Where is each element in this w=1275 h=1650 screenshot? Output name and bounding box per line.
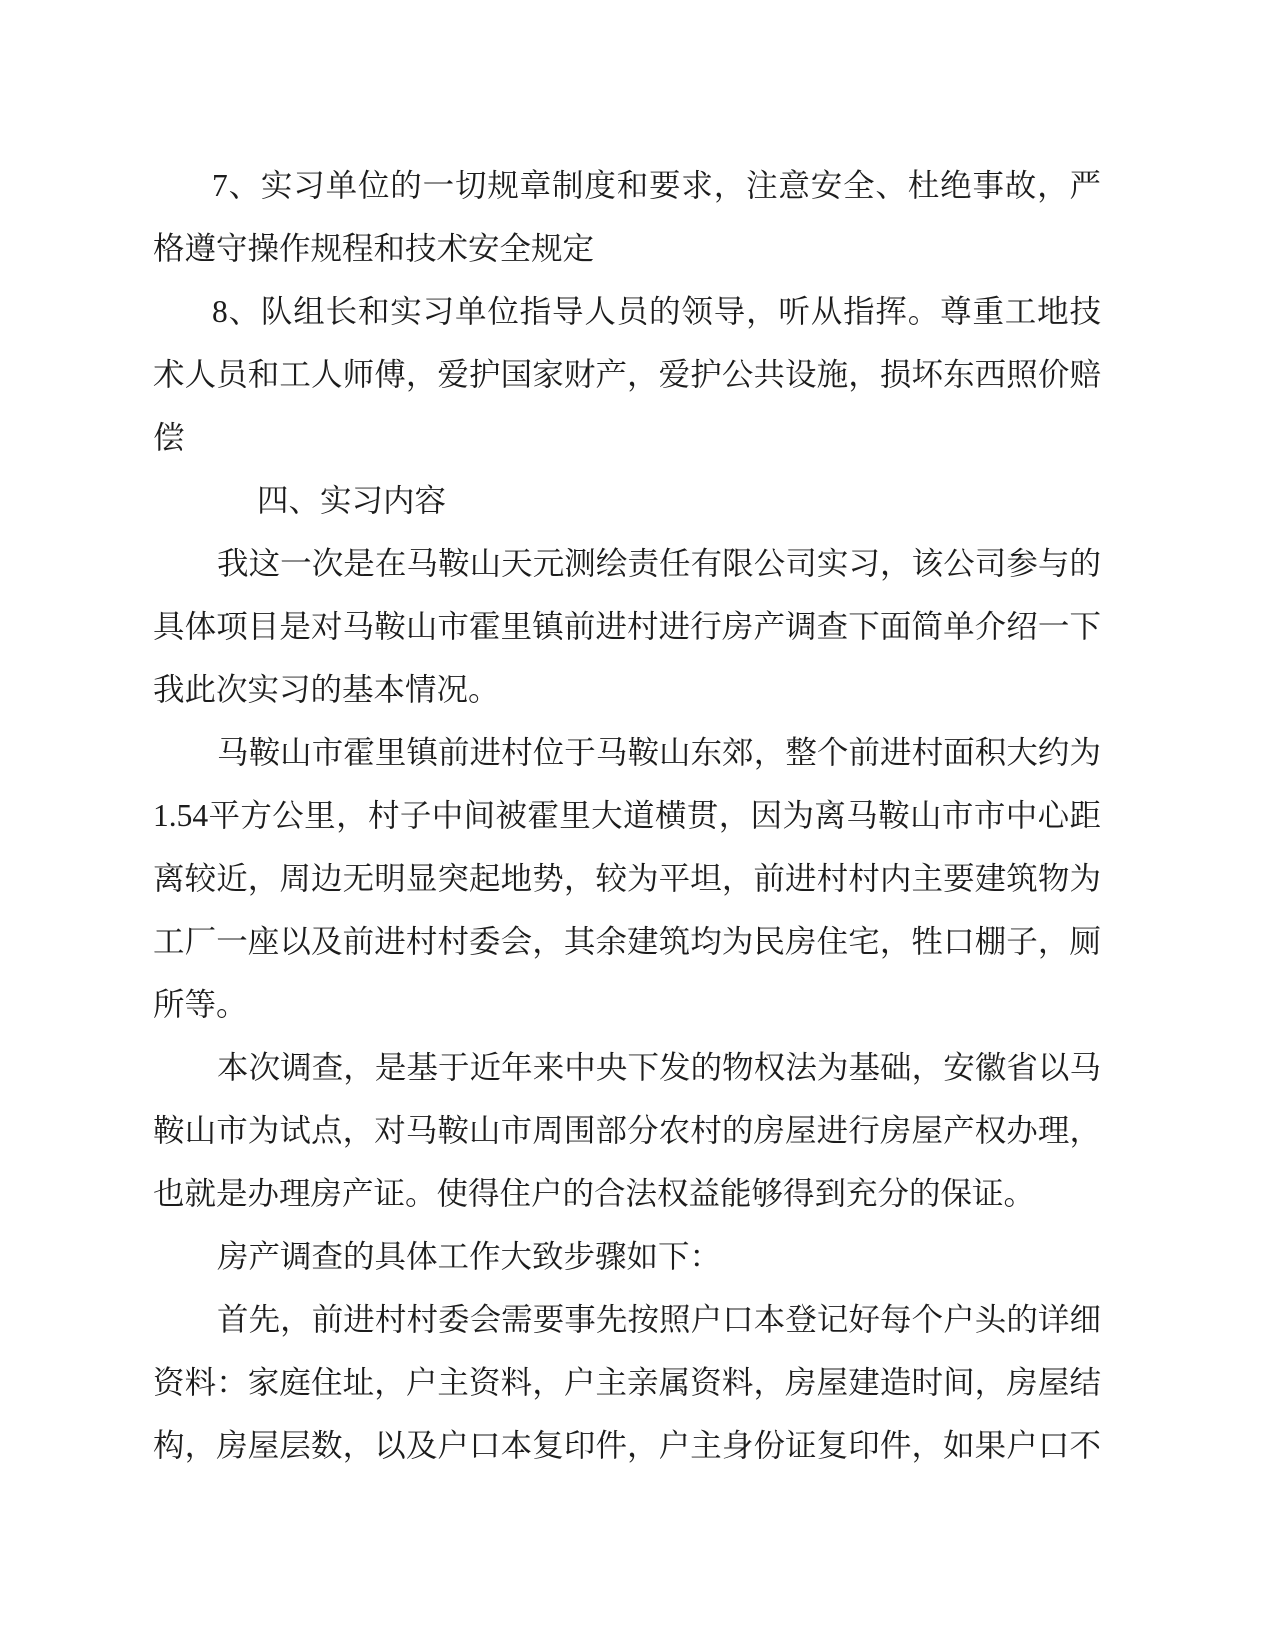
text-line: 偿 (153, 420, 185, 455)
text-line: 术人员和工人师傅，爱护国家财产，爱护公共设施，损坏东西照价赔 (153, 357, 1101, 392)
text-line: 资料：家庭住址，户主资料，户主亲属资料，房屋建造时间，房屋结 (153, 1365, 1101, 1400)
text-line: 马鞍山市霍里镇前进村位于马鞍山东郊，整个前进村面积大约为 (217, 735, 1101, 770)
paragraph (153, 721, 1101, 1036)
section-heading (153, 469, 1101, 532)
text-line: 具体项目是对马鞍山市霍里镇前进村进行房产调查下面简单介绍一下 (153, 609, 1101, 644)
paragraph (153, 1288, 1101, 1477)
text-line: 构，房屋层数，以及户口本复印件，户主身份证复印件，如果户口不 (153, 1428, 1101, 1463)
document-body (153, 154, 1101, 1477)
paragraph (153, 1225, 1101, 1288)
text-line: 四、实习内容 (257, 483, 447, 518)
text-line: 离较近，周边无明显突起地势，较为平坦，前进村村内主要建筑物为 (153, 861, 1101, 896)
text-line: 工厂一座以及前进村村委会，其余建筑均为民房住宅，牲口棚子，厕 (153, 924, 1101, 959)
text-line: 房产调查的具体工作大致步骤如下： (217, 1239, 722, 1274)
paragraph (153, 280, 1101, 469)
text-line: 鞍山市为试点，对马鞍山市周围部分农村的房屋进行房屋产权办理， (153, 1113, 1101, 1148)
text-line: 也就是办理房产证。使得住户的合法权益能够得到充分的保证。 (153, 1176, 1036, 1211)
text-line: 格遵守操作规程和技术安全规定 (153, 231, 595, 266)
text-line: 我这一次是在马鞍山天元测绘责任有限公司实习，该公司参与的 (217, 546, 1101, 581)
paragraph (153, 532, 1101, 721)
paragraph (153, 154, 1101, 280)
text-line: 8、队组长和实习单位指导人员的领导，听从指挥。尊重工地技 (212, 294, 1101, 329)
text-line: 1.54平方公里，村子中间被霍里大道横贯，因为离马鞍山市市中心距 (153, 798, 1101, 833)
text-line: 首先，前进村村委会需要事先按照户口本登记好每个户头的详细 (217, 1302, 1101, 1337)
text-line: 所等。 (153, 987, 248, 1022)
text-line: 7、实习单位的一切规章制度和要求，注意安全、杜绝事故，严 (212, 168, 1101, 203)
text-line: 本次调查，是基于近年来中央下发的物权法为基础，安徽省以马 (217, 1050, 1101, 1085)
text-line: 我此次实习的基本情况。 (153, 672, 500, 707)
paragraph (153, 1036, 1101, 1225)
